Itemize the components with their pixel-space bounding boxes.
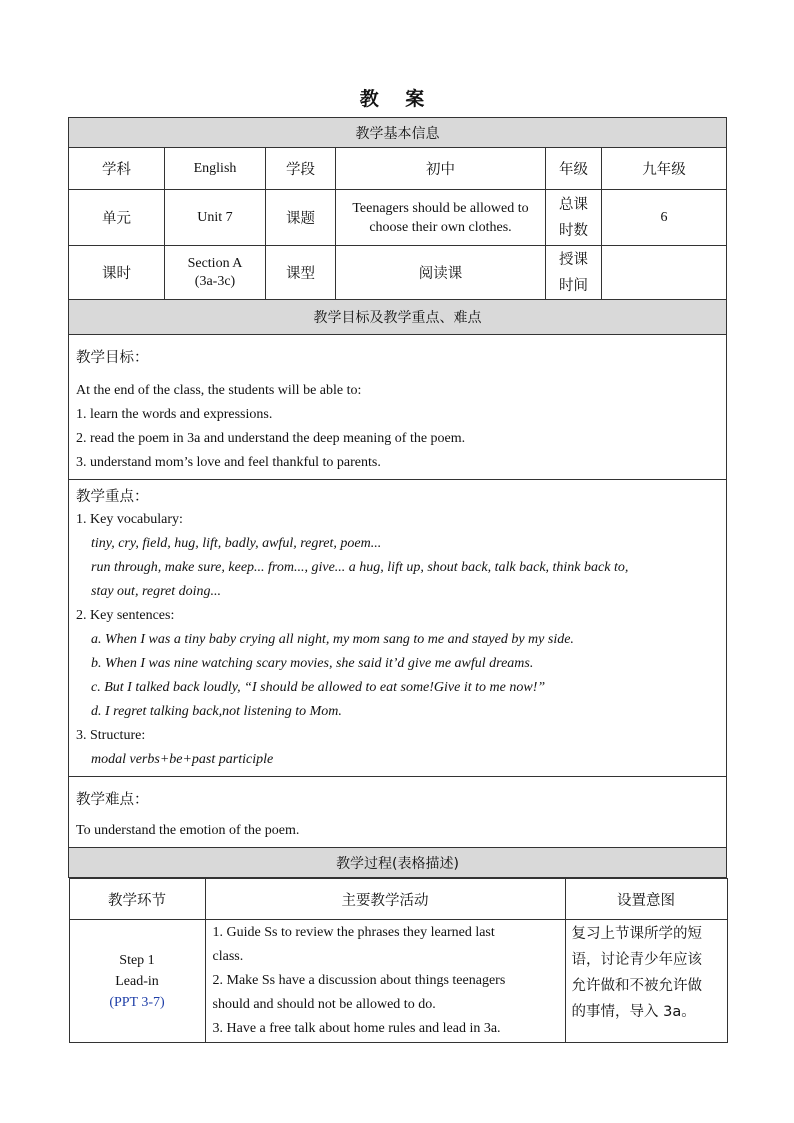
goal-line: 3. understand mom’s love and feel thankful to parents. xyxy=(76,455,381,470)
structure-value: modal verbs+be+past participle xyxy=(91,752,274,767)
teach-time-label xyxy=(546,246,602,300)
step-cell xyxy=(69,920,205,1043)
col-step-header: 教学环节 xyxy=(69,879,205,920)
period-label: 课时 xyxy=(69,246,165,300)
activity-line: 1. Guide Ss to review the phrases they learned last xyxy=(212,925,495,940)
process-header: 教学过程(表格描述) xyxy=(69,848,727,878)
goal-line: 2. read the poem in 3a and understand the deep meaning of the poem. xyxy=(76,431,466,446)
goal-line: 1. learn the words and expressions. xyxy=(76,407,273,422)
activity-line: should and should not be allowed to do. xyxy=(212,997,436,1012)
topic-value: Teenagers should be allowed to choose their own clothes. xyxy=(336,190,546,246)
process-table-wrapper xyxy=(69,878,727,1044)
topic-label: 课题 xyxy=(266,190,336,246)
intent-line: 允许做和不被允许做 xyxy=(571,978,702,994)
unit-label: 单元 xyxy=(69,190,165,246)
unit-value: Unit 7 xyxy=(165,190,266,246)
goals-heading: 教学目标： xyxy=(76,350,149,366)
objectives-header: 教学目标及教学重点、难点 xyxy=(69,300,727,335)
total-hours-label-line2: 时数 xyxy=(559,222,588,239)
difficulty-cell xyxy=(69,777,727,848)
total-hours-label xyxy=(546,190,602,246)
grade-label: 年级 xyxy=(546,148,602,190)
col-activity-header: 主要教学活动 xyxy=(205,879,565,920)
difficulty-heading: 教学难点： xyxy=(76,792,149,808)
key-sentence: c. But I talked back loudly, “I should be allowed to eat some!Give it to me now!” xyxy=(91,680,546,695)
key-sentences-label: 2. Key sentences: xyxy=(76,608,175,623)
key-sentence: b. When I was nine watching scary movies, she said it’d give me awful dreams. xyxy=(91,656,534,671)
goal-line: At the end of the class, the students will be able to: xyxy=(76,383,362,398)
step-number: Step 1 xyxy=(119,952,155,968)
grade-value: 九年级 xyxy=(602,148,727,190)
lesson-plan-table xyxy=(68,117,727,1043)
intent-line: 的事情，导入 3a。 xyxy=(571,1004,696,1020)
type-label: 课型 xyxy=(266,246,336,300)
step-name: Lead-in xyxy=(115,973,159,989)
structure-label: 3. Structure: xyxy=(76,728,146,743)
intent-cell xyxy=(565,920,727,1043)
period-value-line2: (3a-3c) xyxy=(194,273,236,289)
stage-value: 初中 xyxy=(336,148,546,190)
activity-line: class. xyxy=(212,949,244,964)
key-vocab-label: 1. Key vocabulary: xyxy=(76,512,183,527)
teaching-goals-cell xyxy=(69,335,727,480)
stage-label: 学段 xyxy=(266,148,336,190)
process-table xyxy=(69,878,728,1043)
step-ppt-ref: (PPT 3-7) xyxy=(109,994,165,1010)
key-sentence: d. I regret talking back,not listening to Mom. xyxy=(91,704,342,719)
total-hours-value: 6 xyxy=(602,190,727,246)
key-vocab-line: tiny, cry, field, hug, lift, badly, awful, regret, poem... xyxy=(91,536,382,551)
key-heading: 教学重点： xyxy=(76,489,149,505)
activity-line: 2. Make Ss have a discussion about things teenagers xyxy=(212,973,506,988)
teach-time-label-line2: 时间 xyxy=(559,277,588,294)
teach-time-label-line1: 授课 xyxy=(559,251,588,268)
key-vocab-line: run through, make sure, keep... from..., give... a hug, lift up, shout back, talk back, think back to, xyxy=(91,560,629,575)
subject-value: English xyxy=(165,148,266,190)
difficulty-text: To understand the emotion of the poem. xyxy=(76,823,300,838)
intent-line: 语，讨论青少年应该 xyxy=(571,952,702,968)
period-value-line1: Section A xyxy=(187,255,243,271)
col-intent-header: 设置意图 xyxy=(565,879,727,920)
key-points-cell xyxy=(69,480,727,777)
teach-time-value xyxy=(602,246,727,300)
intent-line: 复习上节课所学的短 xyxy=(571,926,702,942)
activity-line: 3. Have a free talk about home rules and lead in 3a. xyxy=(212,1021,501,1036)
key-vocab-line: stay out, regret doing... xyxy=(91,584,222,599)
period-value xyxy=(165,246,266,300)
key-sentence: a. When I was a tiny baby crying all night, my mom sang to me and stayed by my side. xyxy=(91,632,574,647)
type-value: 阅读课 xyxy=(336,246,546,300)
page-title: 教 案 xyxy=(359,88,435,110)
total-hours-label-line1: 总课 xyxy=(559,196,588,213)
subject-label: 学科 xyxy=(69,148,165,190)
activity-cell xyxy=(205,920,565,1043)
basic-info-header: 教学基本信息 xyxy=(69,118,727,148)
